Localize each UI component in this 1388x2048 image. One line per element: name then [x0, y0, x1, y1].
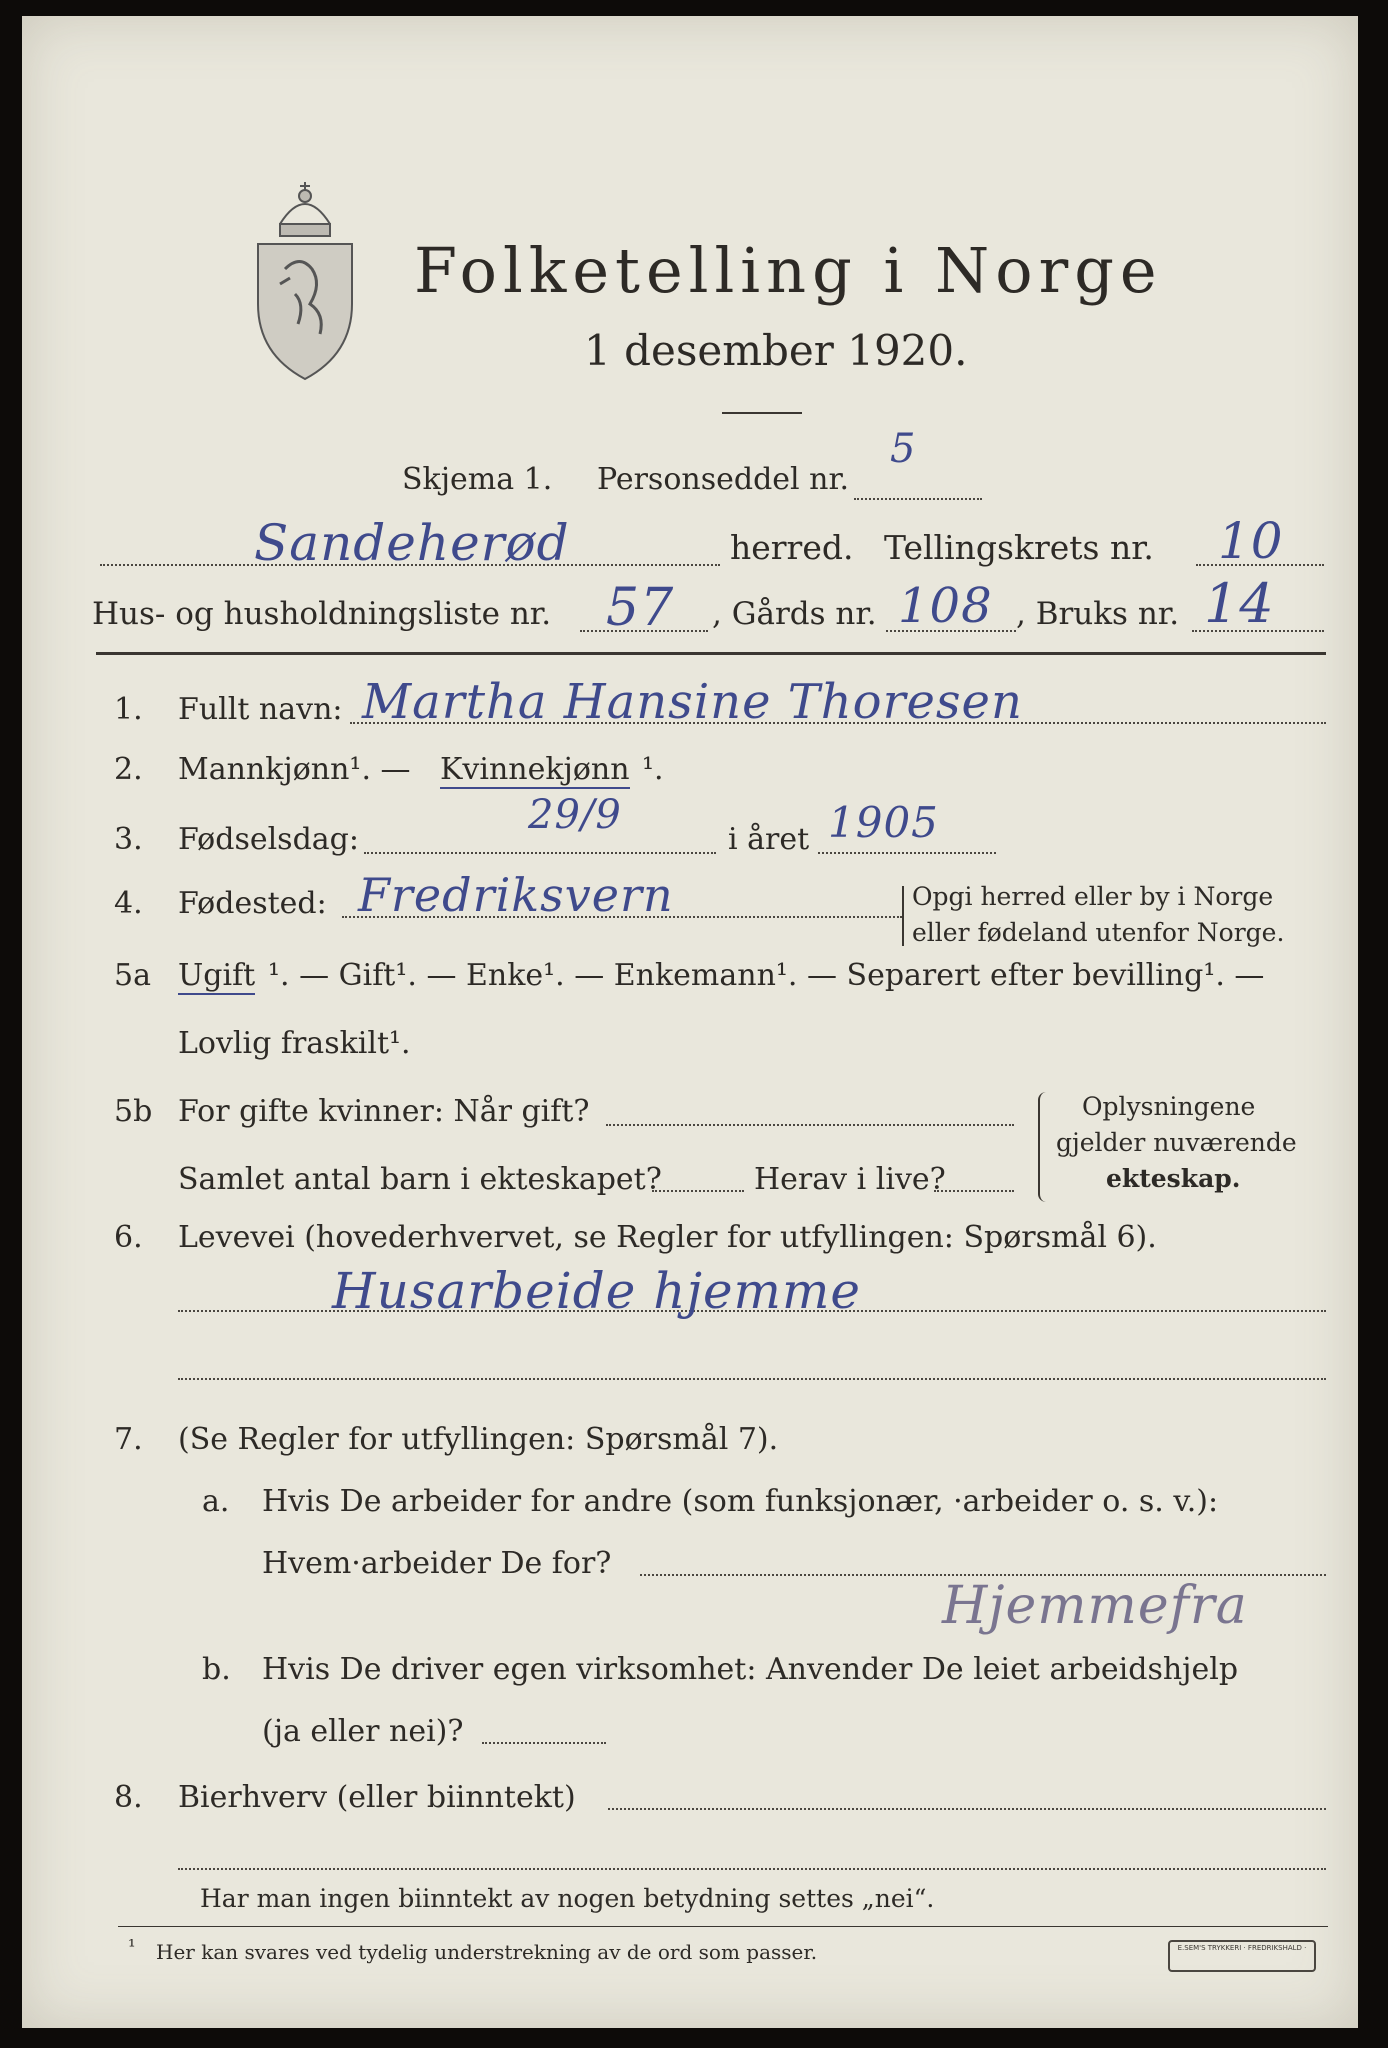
footer-rule — [118, 1926, 1328, 1927]
q4-label: Fødested: — [178, 886, 327, 921]
q5b-naar-gift-line — [606, 1124, 1014, 1126]
herred-value[interactable]: Sandeherød — [254, 514, 570, 572]
bruks-value[interactable]: 14 — [1204, 572, 1275, 635]
gards-value[interactable]: 108 — [898, 578, 993, 634]
printer-stamp — [1168, 1940, 1316, 1972]
bruks-label: , Bruks nr. — [1016, 596, 1180, 632]
q6-label: Levevei (hovederhvervet, se Regler for utfyllingen: Spørsmål 6). — [178, 1220, 1157, 1255]
q2-kvinne-sup: ¹. — [642, 752, 664, 787]
q7-number: 7. — [114, 1422, 143, 1457]
q7a-letter: a. — [202, 1484, 230, 1519]
q8-line2 — [178, 1868, 1326, 1870]
q5b-note-line2: gjelder nuværende — [1056, 1128, 1297, 1157]
q8-line1 — [608, 1808, 1326, 1810]
tellingskrets-value[interactable]: 10 — [1218, 512, 1284, 570]
q7b-answer-line — [482, 1742, 606, 1744]
skjema-label: Skjema 1. — [402, 462, 553, 497]
q6-line2 — [178, 1378, 1326, 1380]
footnote-text: Her kan svares ved tydelig understrekning av de ord som passer. — [156, 1940, 818, 1964]
q7-label: (Se Regler for utfyllingen: Spørsmål 7). — [178, 1422, 779, 1457]
biinntekt-note: Har man ingen biinntekt av nogen betydning settes „nei“. — [200, 1884, 935, 1913]
q7a-line1: Hvis De arbeider for andre (som funksjonær, ·arbeider o. s. v.): — [262, 1484, 1219, 1519]
q3-day-line — [364, 852, 716, 854]
q5a-other-options: ¹. — Gift¹. — Enke¹. — Enkemann¹. — Separert efter bevilling¹. — — [268, 958, 1265, 993]
q5b-note-line1: Oplysningene — [1082, 1092, 1256, 1121]
q5b-note-line3: ekteskap. — [1106, 1164, 1241, 1193]
q6-value[interactable]: Husarbeide hjemme — [332, 1262, 861, 1320]
personseddel-value[interactable]: 5 — [890, 426, 917, 472]
q5b-herav-label: Herav i live? — [754, 1162, 946, 1197]
q4-value[interactable]: Fredriksvern — [358, 868, 674, 922]
q5b-herav-line — [934, 1190, 1014, 1192]
q7b-line2: (ja eller nei)? — [262, 1714, 464, 1749]
q3-year-line — [818, 852, 996, 854]
footnote-mark: ¹ — [128, 1936, 136, 1958]
q8-number: 8. — [114, 1780, 143, 1815]
personseddel-label: Personseddel nr. — [597, 462, 850, 497]
q5a-ugift-option[interactable]: Ugift — [178, 958, 256, 993]
q3-label: Fødselsdag: — [178, 822, 359, 857]
q2-kvinne-option[interactable]: Kvinnekjønn — [440, 752, 630, 787]
title-divider — [722, 412, 802, 414]
q1-value[interactable]: Martha Hansine Thoresen — [362, 674, 1023, 730]
q8-label: Bierhverv (eller biinntekt) — [178, 1780, 576, 1815]
q5a-fraskilt-option: Lovlig fraskilt¹. — [178, 1026, 411, 1061]
q5b-antal-barn-line — [652, 1190, 744, 1192]
form-date: 1 desember 1920. — [584, 326, 968, 375]
tellingskrets-label: Tellingskrets nr. — [884, 528, 1154, 567]
q4-note-line1: Opgi herred eller by i Norge — [912, 882, 1274, 911]
header-rule — [96, 652, 1326, 655]
q3-year-value[interactable]: 1905 — [828, 798, 939, 847]
q7a-value[interactable]: Hjemmefra — [942, 1576, 1248, 1636]
census-form — [22, 16, 1358, 2028]
q7b-line1: Hvis De driver egen virksomhet: Anvender De leiet arbeidshjelp — [262, 1652, 1239, 1687]
herred-label: herred. — [730, 528, 854, 567]
q7b-letter: b. — [202, 1652, 231, 1687]
husliste-value[interactable]: 57 — [606, 578, 675, 638]
coat-of-arms-icon — [250, 174, 360, 384]
q4-number: 4. — [114, 886, 143, 921]
q3-year-label: i året — [728, 822, 810, 857]
q7a-line2: Hvem·arbeider De for? — [262, 1546, 612, 1581]
q5b-note-brace — [1038, 1092, 1050, 1202]
q2-mann-option: Mannkjønn¹. — — [178, 752, 411, 787]
q4-note-line2: eller fødeland utenfor Norge. — [912, 918, 1285, 947]
q5b-naar-gift-label: For gifte kvinner: Når gift? — [178, 1094, 590, 1129]
q5b-antal-barn-label: Samlet antal barn i ekteskapet? — [178, 1162, 662, 1197]
q1-number: 1. — [114, 692, 143, 727]
gards-label: , Gårds nr. — [712, 596, 877, 632]
q2-number: 2. — [114, 752, 143, 787]
form-title: Folketelling i Norge — [414, 234, 1163, 307]
personseddel-line — [854, 498, 982, 500]
q3-day-value[interactable]: 29/9 — [528, 792, 622, 838]
q1-label: Fullt navn: — [178, 692, 343, 727]
q6-number: 6. — [114, 1220, 143, 1255]
printer-stamp-text: E.SEM'S TRYKKERI · FREDRIKSHALD · — [1177, 1944, 1307, 1952]
q3-number: 3. — [114, 822, 143, 857]
q5a-number: 5a — [114, 958, 151, 993]
q4-note-brace — [902, 886, 908, 946]
husliste-label: Hus- og husholdningsliste nr. — [92, 596, 552, 632]
q5b-number: 5b — [114, 1094, 153, 1129]
